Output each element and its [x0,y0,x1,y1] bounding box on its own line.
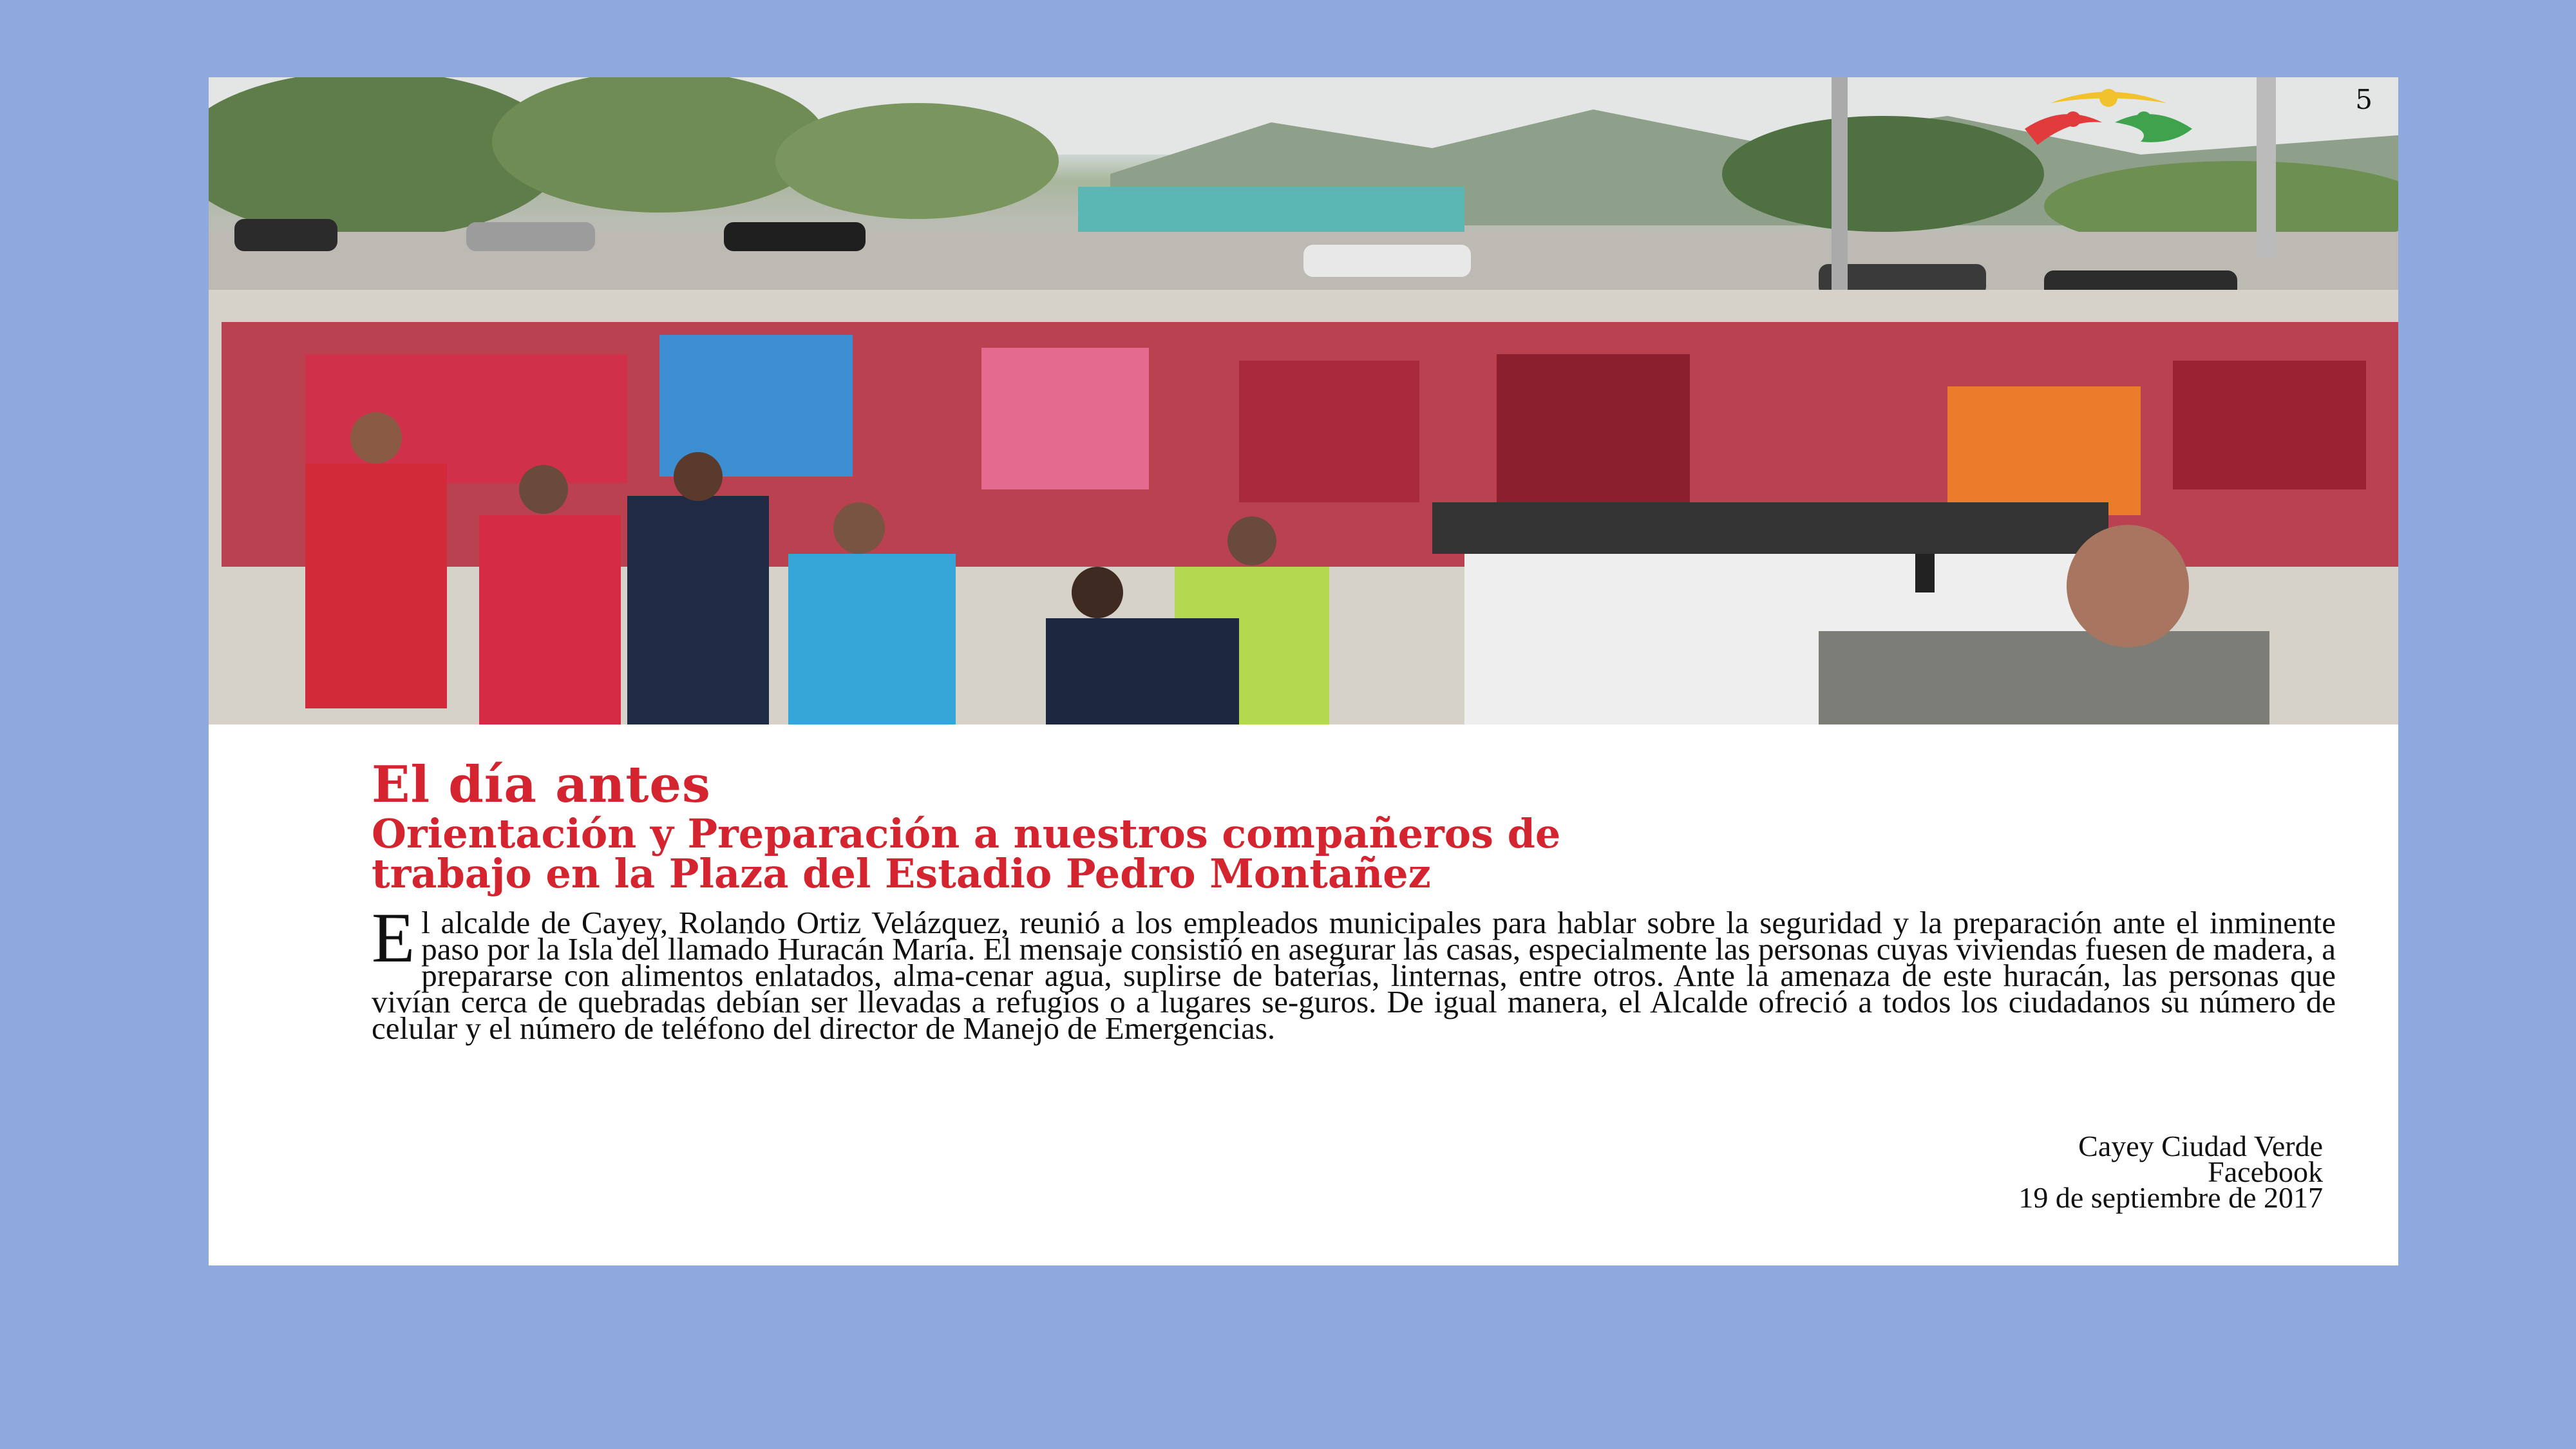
article-body-text: l alcalde de Cayey, Rolando Ortiz Velázquez, reunió a los empleados municipales para hablar sobre la seguridad y la preparación ante el inminente paso por la Isla del llamado Huracán María. El mensaje consistió en asegurar las casas, especialmente las personas cuyas viviendas fuesen de madera, a prepararse con alimentos enlatados, alma-cenar agua, suplirse de baterías, linternas, entre otros. Ante la amenaza de este huracán, las personas que vivían cerca de quebradas debían ser llevadas a refugios o a lugares se-guros. De igual manera, el Alcalde ofreció a todos los ciudadanos su número de celular y el número de teléfono del director de Manejo de Emergencias. [372,905,2336,1046]
magazine-page [209,77,2398,1265]
source-line-1: Cayey Ciudad Verde [2078,1130,2323,1162]
crowd-photo [209,77,2398,724]
article-source [2018,1130,2323,1214]
dropcap: E [372,898,415,977]
source-line-3: 19 de septiembre de 2017 [2018,1181,2323,1214]
article [372,755,2336,1046]
article-headline: El día antes [372,755,711,814]
cayey-people-logo-icon [2012,84,2205,155]
article-body [372,898,2336,1046]
crowd-figures [222,322,2398,724]
subheadline-line-1: Orientación y Preparación a nuestros compañeros de [372,810,1561,857]
page-number: 5 [2355,84,2372,115]
crowd-photo-illustration [209,77,2398,724]
subheadline-line-2: trabajo en la Plaza del Estadio Pedro Montañez [372,850,1431,897]
source-line-2: Facebook [2208,1155,2323,1188]
article-subheadline [372,810,2336,897]
